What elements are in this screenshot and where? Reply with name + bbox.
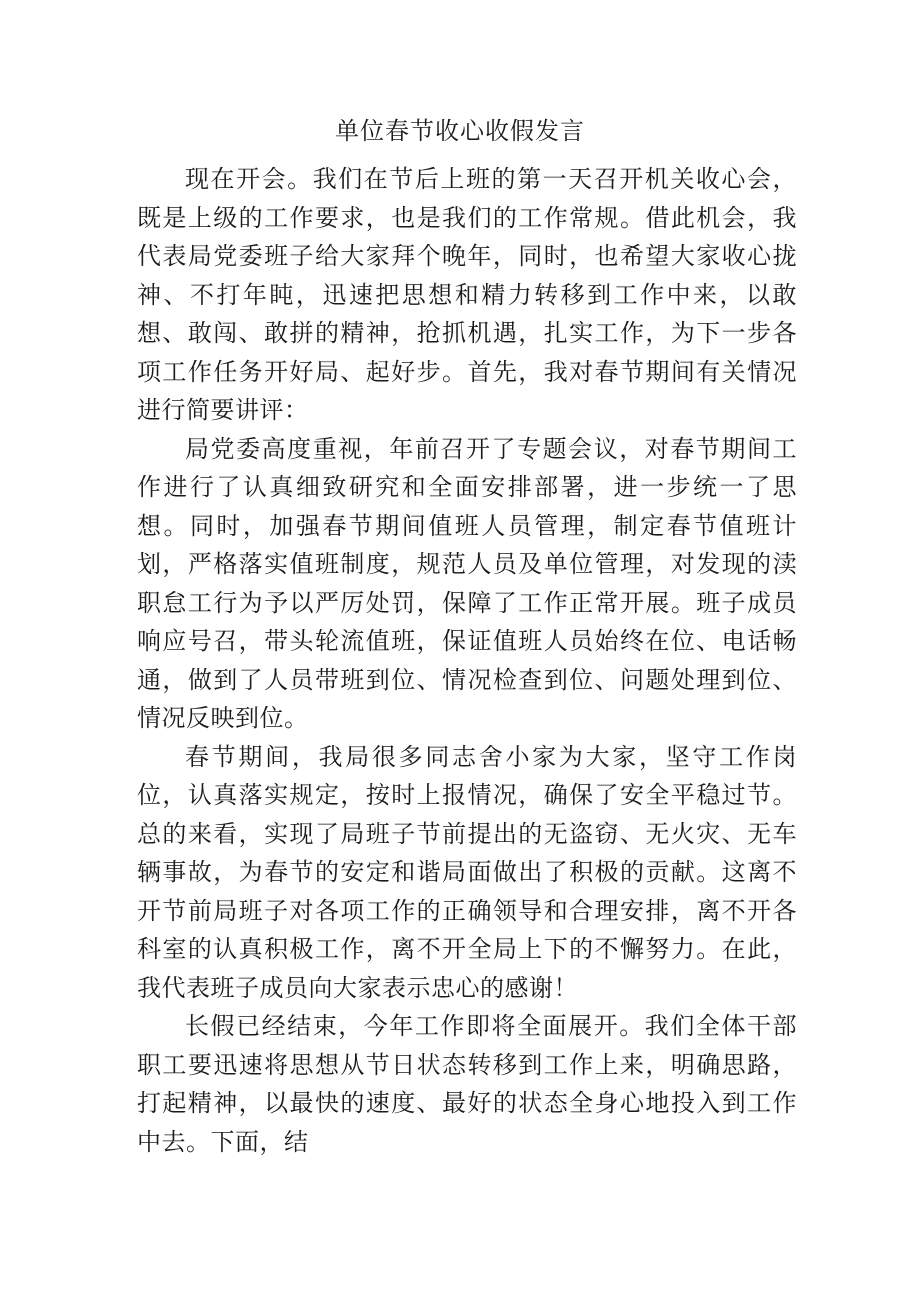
paragraph-opening: 现在开会。我们在节后上班的第一天召开机关收心会，既是上级的工作要求，也是我们的工作常规。借此机会，我代表局党委班子给大家拜个晚年，同时，也希望大家收心拢神、不打年盹，迅速把思想和精力转移到工作中来，以敢想、敢闯、敢拼的精神，抢抓机遇，扎实工作，为下一步各项工作任务开好局、起好步。首先，我对春节期间有关情况进行简要讲评： (137, 165, 797, 424)
paragraph-work-resume: 长假已经结束，今年工作即将全面展开。我们全体干部职工要迅速将思想从节日状态转移到工作上来，明确思路，打起精神，以最快的速度、最好的状态全身心地投入到工作中去。下面，结 (137, 1012, 797, 1156)
paragraph-party-committee: 局党委高度重视，年前召开了专题会议，对春节期间工作进行了认真细致研究和全面安排部署，进一步统一了思想。同时，加强春节期间值班人员管理，制定春节值班计划，严格落实值班制度，规范人员及单位管理，对发现的渎职怠工行为予以严厉处罚，保障了工作正常开展。班子成员响应号召，带头轮流值班，保证值班人员始终在位、电话畅通，做到了人员带班到位、情况检查到位、问题处理到位、情况反映到位。 (137, 434, 797, 732)
paragraph-holiday-duty: 春节期间，我局很多同志舍小家为大家，坚守工作岗位，认真落实规定，按时上报情况，确保了安全平稳过节。总的来看，实现了局班子节前提出的无盗窃、无火灾、无车辆事故，为春节的安定和谐局面做出了积极的贡献。这离不开节前局班子对各项工作的正确领导和合理安排，离不开各科室的认真积极工作，离不开全局上下的不懈努力。在此，我代表班子成员向大家表示忠心的感谢！ (137, 742, 797, 1002)
document-title: 单位春节收心收假发言 (335, 117, 585, 145)
document-body (137, 160, 797, 1161)
